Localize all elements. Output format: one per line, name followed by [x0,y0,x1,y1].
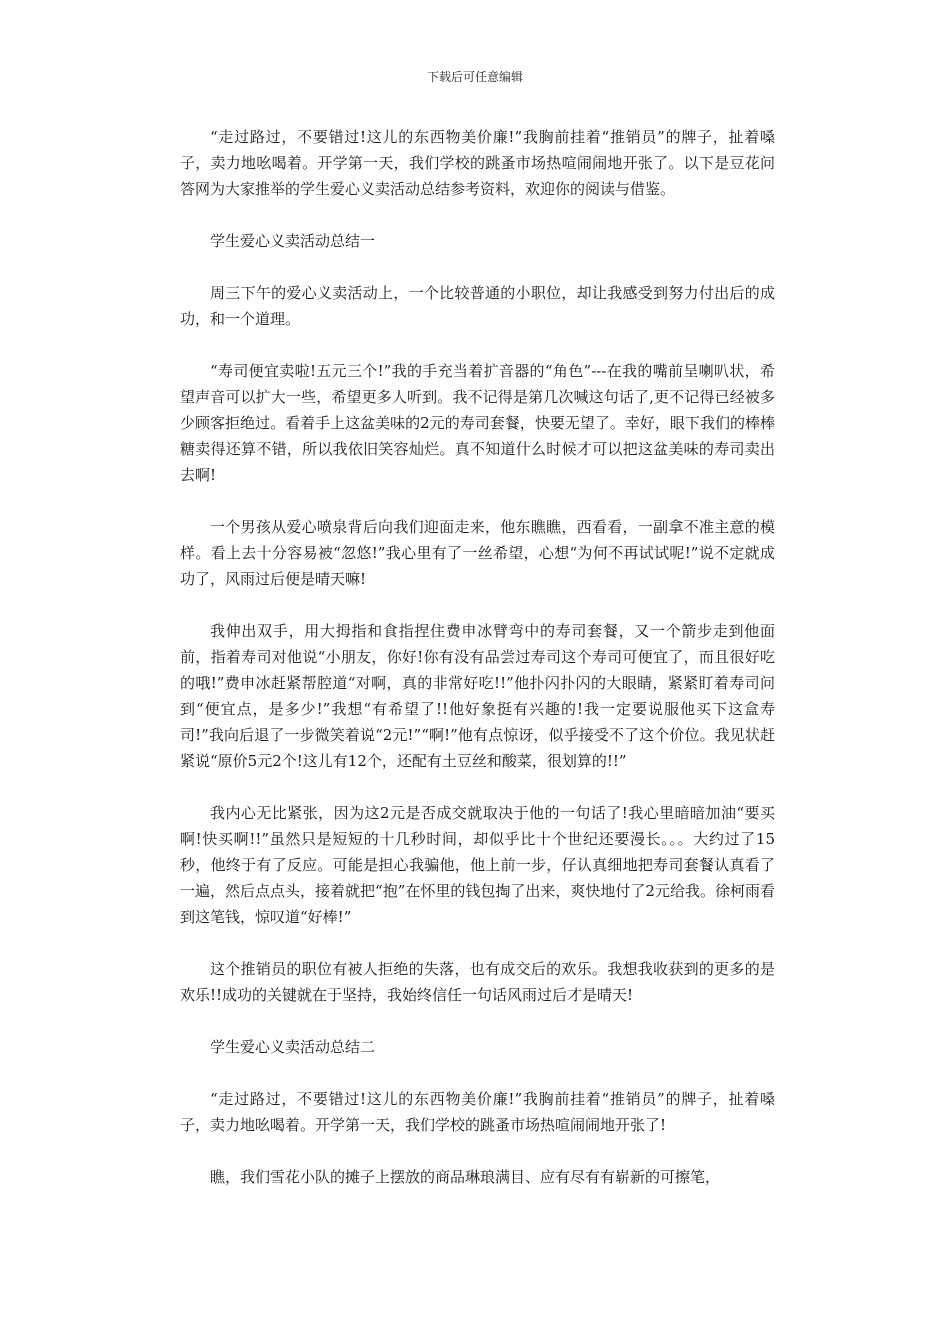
body-paragraph: 这个推销员的职位有被人拒绝的失落，也有成交后的欢乐。我想我收获到的更多的是欢乐!!成功的关键就在于坚持，我始终信任一句话风雨过后才是晴天! [180,960,775,1004]
body-paragraph: 我伸出双手，用大拇指和食指捏住费申冰臂弯中的寿司套餐，又一个箭步走到他面前，指着寿司对他说“小朋友，你好!你有没有品尝过寿司这个寿司可便宜了，而且很好吃的哦!”费申冰赶紧帮腔道“对啊，真的非常好吃!!”他扑闪扑闪的大眼睛，紧紧盯着寿司问到“便宜点，是多少!”我想“有希望了!!他好象挺有兴趣的!我一定要说服他买下这盒寿司!”我向后退了一步微笑着说“2元!”“啊!”他有点惊讶，似乎接受不了这个价位。我见状赶紧说“原价5元2个!这儿有12个，还配有土豆丝和酸菜，很划算的!!” [180,622,775,770]
section-heading-1: 学生爱心义卖活动总结一 [210,232,376,250]
intro-paragraph: “走过路过，不要错过!这儿的东西物美价廉!”我胸前挂着“推销员”的牌子，扯着嗓子，卖力地吆喝着。开学第一天，我们学校的跳蚤市场热喧闹闹地开张了。以下是豆花问答网为大家推举的学生爱心义卖活动总结参考资料，欢迎你的阅读与借鉴。 [180,128,775,198]
body-paragraph: “寿司便宜卖啦!五元三个!”我的手充当着扩音器的“角色”---在我的嘴前呈喇叭状，希望声音可以扩大一些，希望更多人听到。我不记得是第几次喊这句话了,更不记得已经被多少顾客拒绝过。看着手上这盆美味的2元的寿司套餐，快要无望了。幸好，眼下我们的棒棒糖卖得还算不错，所以我依旧笑容灿烂。真不知道什么时候才可以把这盆美味的寿司卖出去啊! [180,362,775,484]
body-paragraph: 周三下午的爱心义卖活动上，一个比较普通的小职位，却让我感受到努力付出后的成功，和一个道理。 [180,284,775,328]
document-body [180,124,775,1216]
page-header: 下载后可任意编辑 [426,70,523,84]
body-paragraph: 瞧，我们雪花小队的摊子上摆放的商品琳琅满目、应有尽有有崭新的可擦笔， [210,1168,721,1186]
body-paragraph: 一个男孩从爱心喷泉背后向我们迎面走来，他东瞧瞧，西看看，一副拿不准主意的模样。看上去十分容易被“忽悠!”我心里有了一丝希望，心想“为何不再试试呢!”说不定就成功了，风雨过后便是晴天嘛! [180,518,775,588]
body-paragraph: “走过路过，不要错过!这儿的东西物美价廉!”我胸前挂着“推销员”的牌子，扯着嗓子，卖力地吆喝着。开学第一天，我们学校的跳蚤市场热喧闹闹地开张了! [180,1090,775,1134]
body-paragraph: 我内心无比紧张，因为这2元是否成交就取决于他的一句话了!我心里暗暗加油“要买啊!快买啊!!”虽然只是短短的十几秒时间，却似乎比十个世纪还要漫长。。。大约过了15秒，他终于有了反应。可能是担心我骗他，他上前一步，仔认真细地把寿司套餐认真看了一遍，然后点点头，接着就把“抱”在怀里的钱包掏了出来，爽快地付了2元给我。徐柯雨看到这笔钱，惊叹道“好棒!” [180,804,775,926]
section-heading-2: 学生爱心义卖活动总结二 [210,1038,376,1056]
